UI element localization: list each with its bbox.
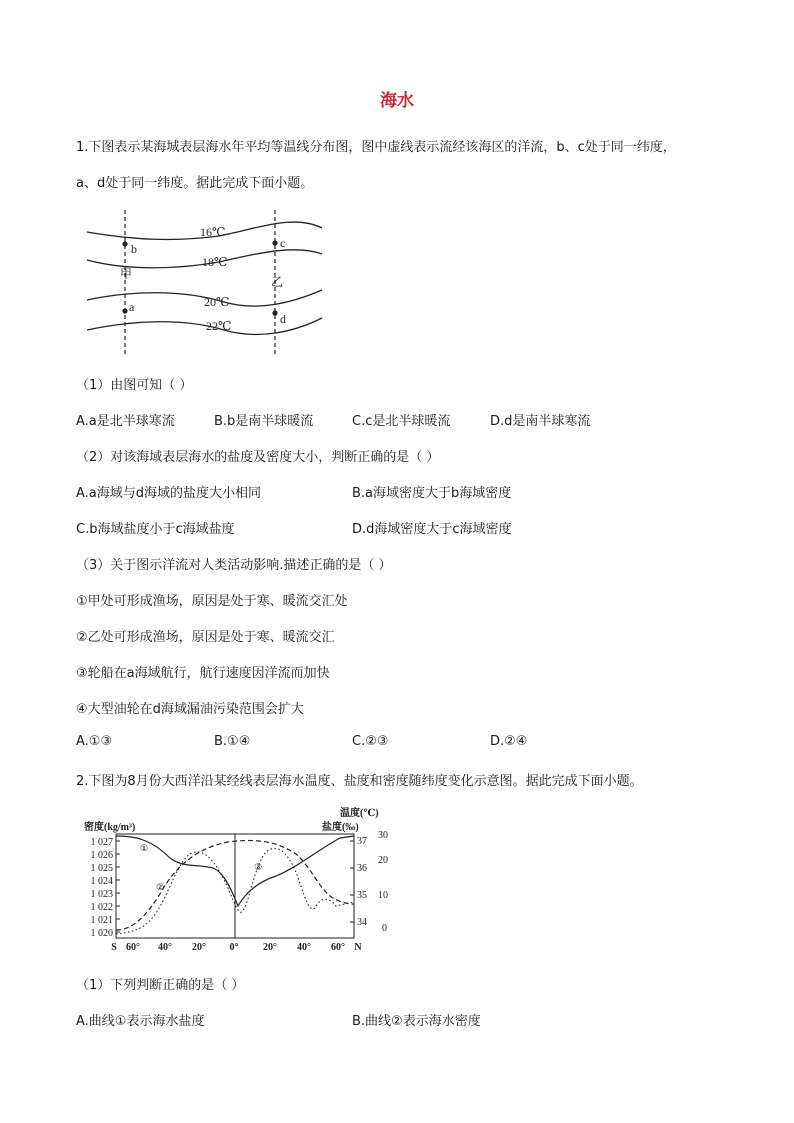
page-title: 海水	[380, 91, 414, 111]
curve-label-1: ①	[139, 843, 149, 853]
point-label-b: b	[131, 242, 137, 256]
q1-sub3-statement-3: ③轮船在a海域航行，航行速度因洋流而加快	[76, 666, 330, 681]
q1-sub1-option-c[interactable]: C.c是北半球暖流	[352, 414, 451, 429]
q1-sub2-option-d[interactable]: D.d海域密度大于c海域密度	[352, 522, 512, 537]
q1-sub3-statement-2: ②乙处可形成渔场，原因是处于寒、暖流交汇	[76, 630, 335, 645]
density-tick: 1 021	[90, 915, 113, 926]
isotherm-figure	[84, 208, 334, 356]
q1-sub1-option-a[interactable]: A.a是北半球寒流	[76, 414, 175, 429]
x-tick: 20°	[192, 942, 206, 953]
point-label-a: a	[129, 300, 135, 314]
point-b	[122, 241, 127, 246]
q2-sub1-option-a[interactable]: A.曲线①表示海水盐度	[76, 1014, 205, 1029]
density-tick: 1 024	[90, 876, 113, 887]
salinity-axis-label: 盐度(‰)	[322, 822, 359, 833]
q1-sub3-statement-4: ④大型油轮在d海域漏油污染范围会扩大	[76, 702, 304, 717]
q2-stem: 2.下图为8月份大西洋沿某经线表层海水温度、盐度和密度随纬度变化示意图。据此完成下面小题。	[76, 774, 643, 789]
q1-sub3-statement-1: ①甲处可形成渔场，原因是处于寒、暖流交汇处	[76, 594, 348, 609]
x-tick: 60°	[126, 942, 140, 953]
q1-sub2-option-b[interactable]: B.a海域密度大于b海域密度	[352, 486, 512, 501]
point-d	[272, 310, 277, 315]
x-tick: 40°	[158, 942, 172, 953]
isotherm-label-22: 22℃	[206, 319, 232, 333]
q2-sub1-option-b[interactable]: B.曲线②表示海水密度	[352, 1014, 481, 1029]
q1-sub1-stem: （1）由图可知（ ）	[76, 378, 193, 393]
x-tick: 20°	[263, 942, 277, 953]
x-tick: 60°	[331, 942, 345, 953]
density-tick: 1 022	[90, 902, 113, 913]
density-tick: 1 025	[90, 863, 113, 874]
q1-stem-line2: a、d处于同一纬度。据此完成下面小题。	[76, 176, 314, 191]
salinity-tick: 37	[357, 836, 367, 847]
x-tick: N	[354, 942, 362, 953]
ocean-profile-figure	[78, 806, 398, 956]
isotherm-label-16: 16℃	[200, 225, 226, 239]
q1-sub2-option-c[interactable]: C.b海域盐度小于c海域盐度	[76, 522, 235, 537]
isotherm-label-18: 18℃	[202, 255, 228, 269]
x-tick: 0°	[229, 942, 239, 953]
q1-sub2-option-a[interactable]: A.a海域与d海域的盐度大小相同	[76, 486, 262, 501]
q1-sub1-option-d[interactable]: D.d是南半球寒流	[490, 414, 591, 429]
q1-stem-line1: 1.下图表示某海城表层海水年平均等温线分布图，图中虚线表示流经该海区的洋流，b、c处于同一纬度，	[76, 140, 676, 155]
q1-sub3-option-c[interactable]: C.②③	[352, 734, 389, 749]
density-tick: 1 027	[90, 837, 113, 848]
temperature-tick: 10	[378, 890, 388, 901]
curve-label-2: ②	[155, 882, 165, 892]
temperature-tick: 0	[382, 923, 387, 934]
x-tick: 40°	[297, 942, 311, 953]
point-label-c: c	[280, 236, 286, 250]
point-c	[272, 240, 277, 245]
density-tick: 1 023	[90, 889, 113, 900]
place-label-jia: 甲	[120, 267, 133, 281]
isotherm-label-20: 20℃	[204, 295, 230, 309]
density-axis-label: 密度(kg/m³)	[84, 822, 136, 833]
q2-sub1-stem: （1）下列判断正确的是（ ）	[76, 978, 245, 993]
q1-sub3-option-b[interactable]: B.①④	[214, 734, 251, 749]
density-tick: 1 026	[90, 850, 113, 861]
salinity-tick: 34	[357, 917, 367, 928]
isotherm-22	[87, 318, 322, 334]
salinity-tick: 36	[357, 863, 367, 874]
point-a	[122, 308, 127, 313]
q1-sub3-stem: （3）关于图示洋流对人类活动影响.描述正确的是（ ）	[76, 558, 392, 573]
x-tick: S	[111, 942, 117, 953]
place-label-yi: 乙	[271, 275, 284, 289]
q1-sub3-option-a[interactable]: A.①③	[76, 734, 113, 749]
salinity-tick: 35	[357, 890, 367, 901]
q1-sub2-stem: （2）对该海域表层海水的盐度及密度大小，判断正确的是（ ）	[76, 450, 440, 465]
temperature-tick: 20	[378, 855, 388, 866]
q1-sub3-option-d[interactable]: D.②④	[490, 734, 528, 749]
curve-label-3: ③	[253, 862, 263, 872]
density-tick: 1 020	[90, 928, 113, 939]
temperature-tick: 30	[378, 830, 388, 841]
q1-sub1-option-b[interactable]: B.b是南半球暖流	[214, 414, 314, 429]
temperature-axis-label: 温度(℃)	[340, 808, 379, 819]
point-label-d: d	[280, 312, 286, 326]
